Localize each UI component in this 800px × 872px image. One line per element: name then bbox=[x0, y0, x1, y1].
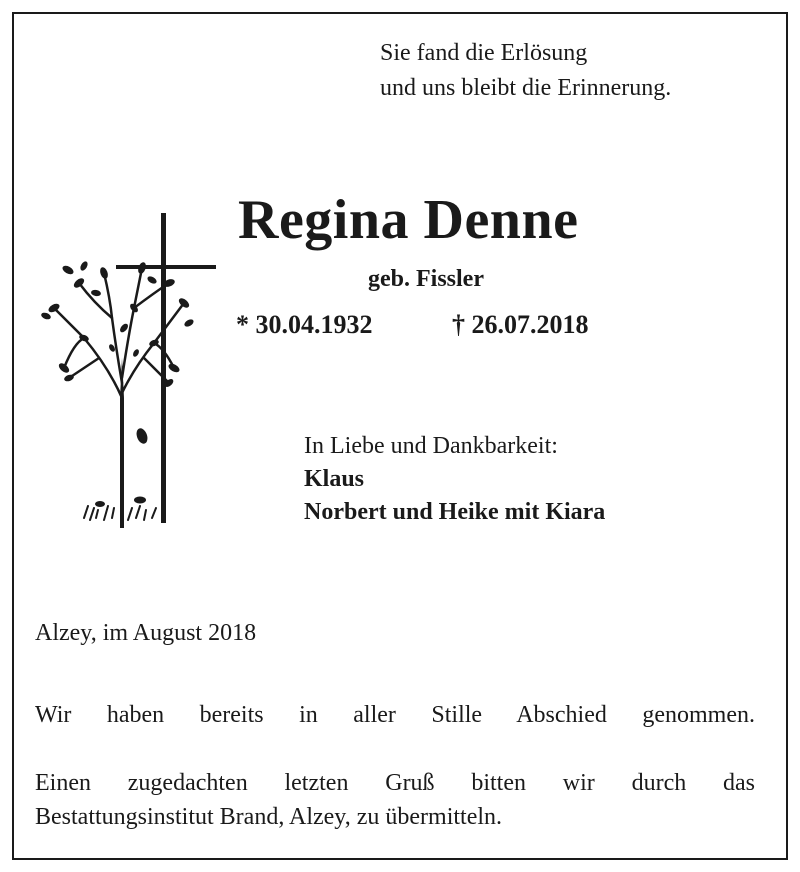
cross-and-tree-icon bbox=[24, 208, 224, 528]
motto-line-1: Sie fand die Erlösung bbox=[380, 40, 588, 66]
birth-name: geb. Fissler bbox=[368, 266, 484, 292]
motto-line-2: und uns bleibt die Erinnerung. bbox=[380, 75, 672, 101]
mourners-block bbox=[304, 430, 605, 529]
motto-quote bbox=[380, 36, 671, 106]
mourners-intro: In Liebe und Dankbarkeit: bbox=[304, 433, 558, 459]
greeting-line-2: Bestattungsinstitut Brand, Alzey, zu übermitteln. bbox=[35, 804, 503, 830]
farewell-paragraph: Wir haben bereits in aller Stille Abschied genommen. bbox=[35, 702, 755, 728]
greeting-paragraph bbox=[35, 766, 755, 834]
greeting-line-1: Einen zugedachten letzten Gruß bitten wir durch das bbox=[35, 770, 755, 796]
mourner-name: Klaus bbox=[304, 466, 365, 492]
mourner-name: Norbert und Heike mit Kiara bbox=[304, 499, 606, 525]
birth-date: * 30.04.1932 bbox=[236, 310, 373, 339]
deceased-name: Regina Denne bbox=[238, 189, 579, 251]
death-date: † 26.07.2018 bbox=[452, 310, 589, 339]
place-and-date: Alzey, im August 2018 bbox=[35, 620, 257, 646]
